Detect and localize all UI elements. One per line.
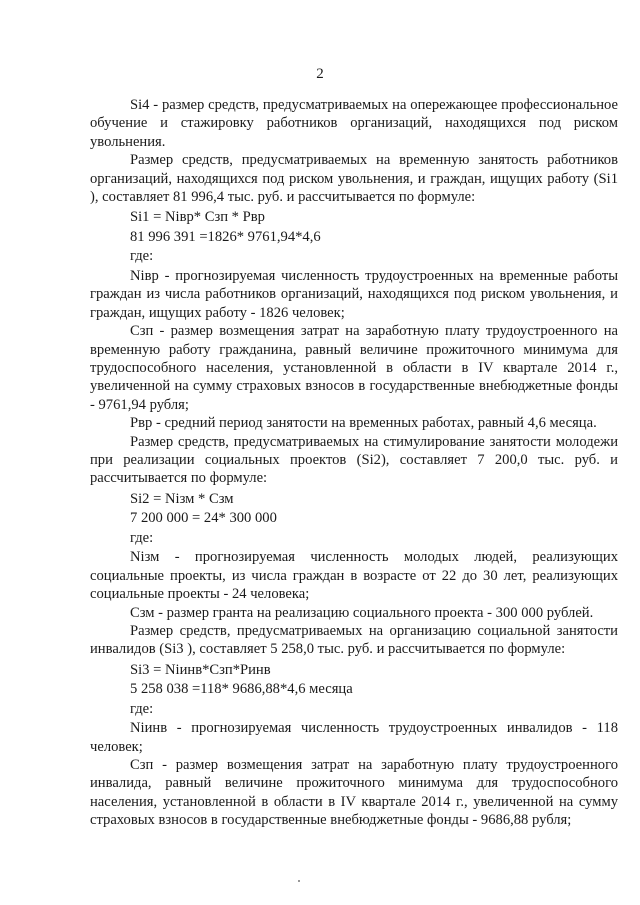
document-body [90, 96, 618, 830]
formula-si3: Si3 = Niинв*Сзп*Ринв [130, 661, 271, 678]
formula-si1: Si1 = Niвр* Сзп * Рвр [130, 209, 265, 226]
paragraph-szp-invalid-definition: Сзп - размер возмещения затрат на заработную плату трудоустроенного инвалида, равный величине прожиточного минимума для трудоспособного населения, установленной в области в IV квартале 2014 г., увеличенной на сумму страховых взносов в государственные внебюджетные фонды - 9686,88 рубля; [90, 757, 618, 829]
formula-si2: Si2 = Niзм * Сзм [130, 490, 234, 507]
paragraph-szp-definition: Сзп - размер возмещения затрат на заработную плату трудоустроенного на временную работу гражданина, равный величине прожиточного минимума для трудоспособного населения, установленной в области в IV квартале 2014 г., увеличенной на сумму страховых взносов в государственные внебюджетные фонды - 9761,94 рубля; [90, 323, 618, 413]
paragraph-si3-intro: Размер средств, предусматриваемых на организацию социальной занятости инвалидов (Si3 ), составляет 5 258,0 тыс. руб. и рассчитывается по формуле: [90, 622, 618, 658]
formula-si3-values: 5 258 038 =118* 9686,88*4,6 месяца [130, 681, 353, 698]
paragraph-si4-definition: Si4 - размер средств, предусматриваемых на опережающее профессиональное обучение и стажировку работников организаций, находящихся под риском увольнения. [90, 97, 618, 150]
paragraph-szm-definition: Сзм - размер гранта на реализацию социального проекта - 300 000 рублей. [130, 604, 594, 621]
paragraph-nivr-definition: Niвр - прогнозируемая численность трудоустроенных на временные работы граждан из числа работников организаций, находящихся под риском увольнения, и граждан, ищущих работу - 1826 человек; [90, 267, 618, 321]
formula-si1-values: 81 996 391 =1826* 9761,94*4,6 [130, 228, 321, 245]
formula-si1-where: где: [130, 248, 154, 265]
paragraph-nizm-definition: Niзм - прогнозируемая численность молодых людей, реализующих социальные проекты, из числа граждан в возрасте от 22 до 30 лет, реализующих социальные проекты - 24 человека; [90, 549, 618, 603]
formula-si2-where: где: [130, 529, 154, 546]
scan-speck [298, 880, 300, 882]
paragraph-si2-intro: Размер средств, предусматриваемых на стимулирование занятости молодежи при реализации социальных проектов (Si2), составляет 7 200,0 тыс. руб. и рассчитывается по формуле: [90, 433, 618, 487]
paragraph-si1-intro: Размер средств, предусматриваемых на временную занятость работников организаций, находящихся под риском увольнения, и граждан, ищущих работу (Si1 ), составляет 81 996,4 тыс. руб. и рассчитывается по формуле: [90, 152, 618, 206]
formula-si2-values: 7 200 000 = 24* 300 000 [130, 510, 277, 527]
formula-si3-where: где: [130, 700, 154, 717]
paragraph-niinv-definition: Niинв - прогнозируемая численность трудоустроенных инвалидов - 118 человек; [90, 720, 618, 755]
paragraph-rvr-definition: Рвр - средний период занятости на временных работах, равный 4,6 месяца. [130, 415, 597, 432]
page-number: 2 [316, 66, 324, 82]
